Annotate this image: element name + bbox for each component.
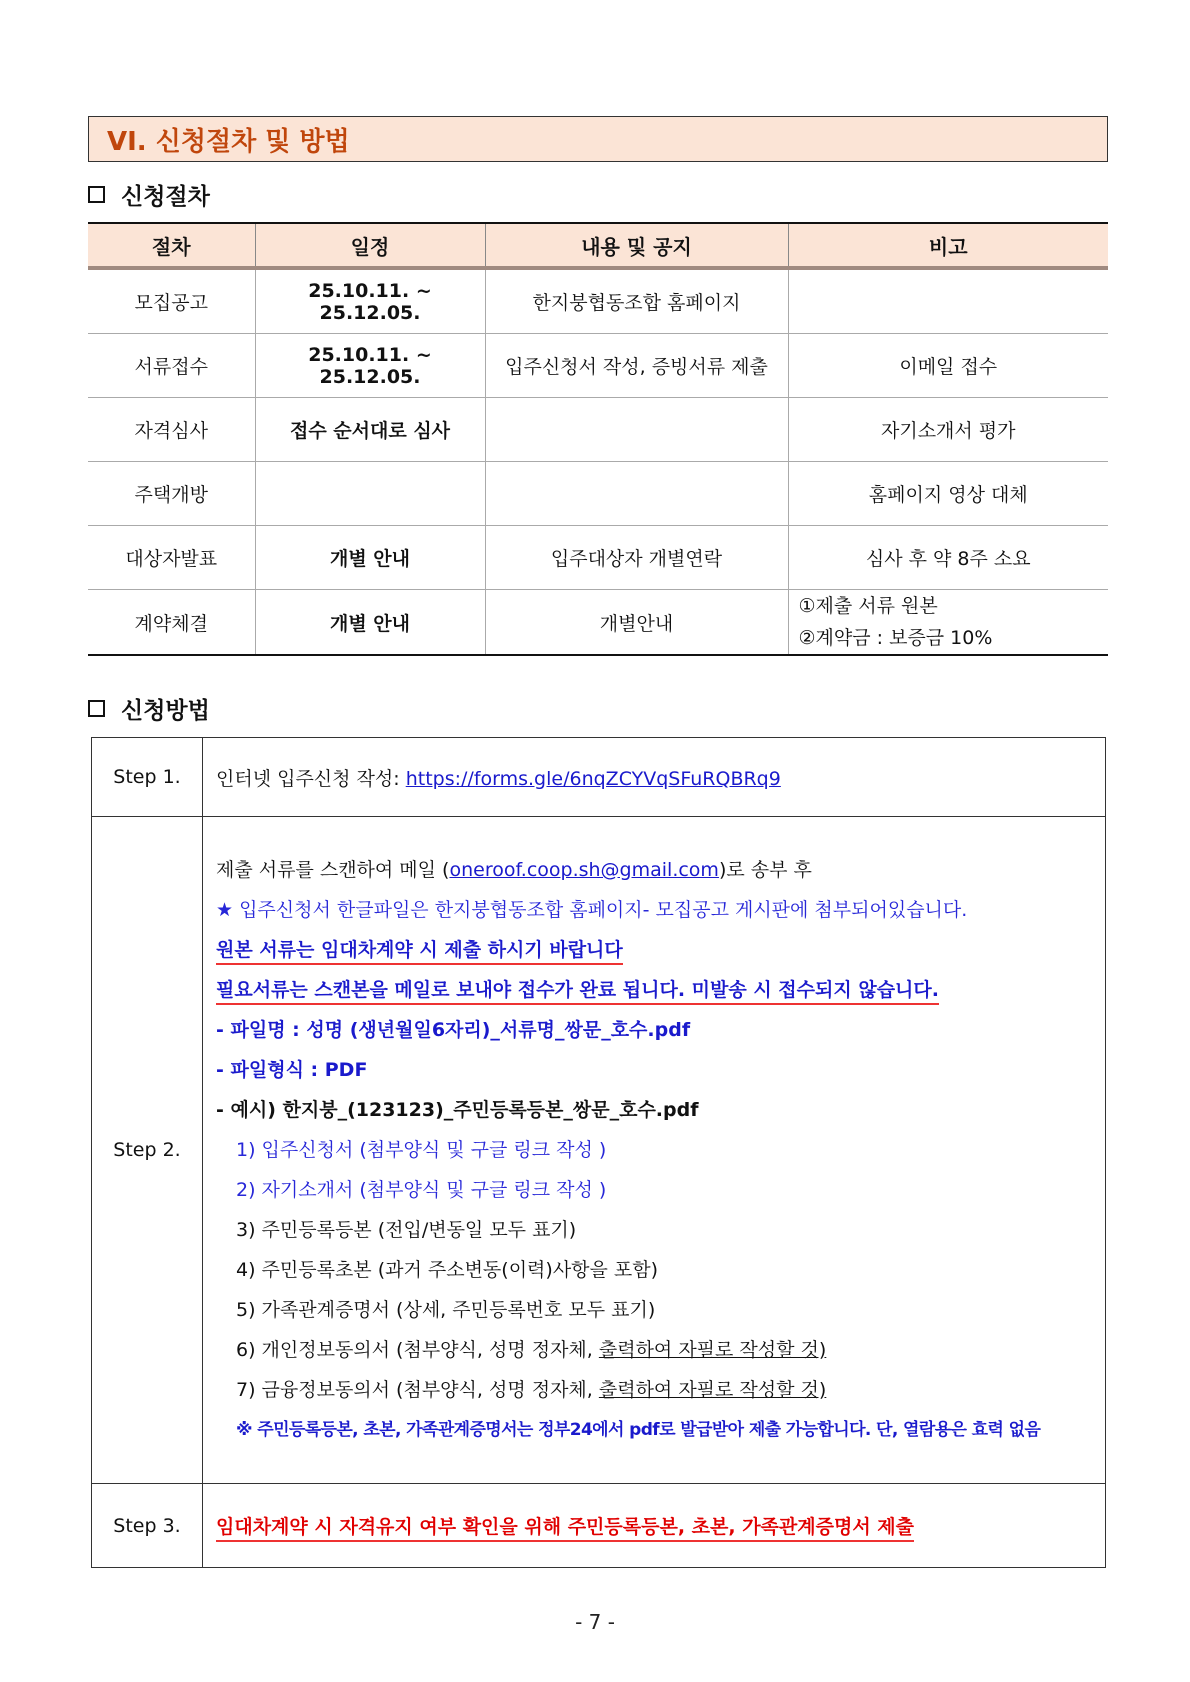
step-cell: 모집공고	[88, 268, 255, 334]
scan-note-line	[216, 970, 1104, 1010]
table-row	[88, 334, 1108, 398]
content-cell	[485, 398, 788, 462]
schedule-cell: 25.10.11. ~ 25.12.05.	[255, 334, 485, 398]
step1-row	[92, 738, 1106, 817]
table-row	[88, 526, 1108, 590]
step-cell: 자격심사	[88, 398, 255, 462]
doc-item: 5) 가족관계증명서 (상세, 주민등록번호 모두 표기)	[236, 1299, 656, 1321]
example-line: - 예시) 한지붕_(123123)_주민등록등본_쌍문_호수.pdf	[216, 1099, 699, 1121]
content-cell: 입주대상자 개별연락	[485, 526, 788, 590]
doc-text-underlined: 출력하여 자필로 작성할 것)	[598, 1379, 827, 1401]
email-link[interactable]: oneroof.coop.sh@gmail.com	[449, 859, 719, 881]
step3-text: 임대차계약 시 자격유지 여부 확인을 위해 주민등록등본, 초본, 가족관계증명서 제출	[216, 1516, 914, 1542]
step1-label: Step 1.	[92, 738, 203, 817]
col-header: 일정	[255, 223, 485, 268]
table-row	[88, 590, 1108, 656]
section-title: VI. 신청절차 및 방법	[88, 116, 1108, 162]
method-table	[91, 737, 1106, 1568]
col-header: 비고	[788, 223, 1108, 268]
form-link[interactable]: https://forms.gle/6nqZCYVqSFuRQBRq9	[405, 767, 781, 790]
content-cell: 입주신청서 작성, 증빙서류 제출	[485, 334, 788, 398]
intro-text: )로 송부 후	[718, 859, 812, 881]
doc-item: 2) 자기소개서 (첨부양식 및 구글 링크 작성 )	[236, 1179, 607, 1201]
note-cell	[788, 268, 1108, 334]
content-cell: 개별안내	[485, 590, 788, 656]
original-note-line	[216, 930, 1104, 970]
doc-text: 7) 금융정보동의서 (첨부양식, 성명 정자체,	[236, 1379, 599, 1401]
footnote: ※ 주민등록등본, 초본, 가족관계증명서는 정부24에서 pdf로 발급받아 제출 가능합니다. 단, 열람용은 효력 없음	[236, 1420, 1041, 1440]
note-line: ①제출 서류 원본	[798, 595, 938, 617]
table-row	[88, 268, 1108, 334]
note-cell: 홈페이지 영상 대체	[788, 462, 1108, 526]
step2-row	[92, 817, 1106, 1484]
step3-label: Step 3.	[92, 1484, 203, 1568]
content-cell: 한지붕협동조합 홈페이지	[485, 268, 788, 334]
content-cell	[485, 462, 788, 526]
step1-content	[203, 738, 1106, 817]
checkbox-icon	[88, 186, 105, 203]
schedule-cell: 개별 안내	[255, 526, 485, 590]
table-row	[88, 398, 1108, 462]
schedule-cell	[255, 462, 485, 526]
doc-item: 3) 주민등록등본 (전입/변동일 모두 표기)	[236, 1219, 577, 1241]
intro-line	[216, 850, 1104, 890]
note-cell: 심사 후 약 8주 소요	[788, 526, 1108, 590]
step-cell: 계약체결	[88, 590, 255, 656]
original-note: 원본 서류는 임대차계약 시 제출 하시기 바랍니다	[216, 939, 623, 965]
doc-text-underlined: 출력하여 자필로 작성할 것)	[598, 1339, 827, 1361]
step-cell: 주택개방	[88, 462, 255, 526]
schedule-cell: 접수 순서대로 심사	[255, 398, 485, 462]
page-number: - 7 -	[575, 1610, 615, 1634]
doc-text: 6) 개인정보동의서 (첨부양식, 성명 정자체,	[236, 1339, 599, 1361]
note-cell	[788, 590, 1108, 656]
method-heading-text: 신청방법	[121, 698, 210, 724]
col-header: 절차	[88, 223, 255, 268]
schedule-cell: 25.10.11. ~ 25.12.05.	[255, 268, 485, 334]
step2-content	[203, 817, 1106, 1484]
procedure-header-row	[88, 223, 1108, 268]
procedure-table	[88, 222, 1108, 656]
note-cell: 자기소개서 평가	[788, 398, 1108, 462]
intro-text: 제출 서류를 스캔하여 메일 (	[216, 859, 450, 881]
checkbox-icon	[88, 700, 105, 717]
star-note: ★ 입주신청서 한글파일은 한지붕협동조합 홈페이지- 모집공고 게시판에 첨부되어있습니다.	[216, 899, 968, 921]
doc-item: 4) 주민등록초본 (과거 주소변동(이력)사항을 포함)	[236, 1259, 659, 1281]
note-line: ②계약금 : 보증금 10%	[798, 627, 993, 649]
doc-item	[216, 1370, 1104, 1410]
filename-rule: - 파일명 : 성명 (생년월일6자리)_서류명_쌍문_호수.pdf	[216, 1019, 691, 1041]
format-rule: - 파일형식 : PDF	[216, 1059, 368, 1081]
procedure-heading	[88, 178, 210, 211]
step-cell: 서류접수	[88, 334, 255, 398]
step-cell: 대상자발표	[88, 526, 255, 590]
scan-note: 필요서류는 스캔본을 메일로 보내야 접수가 완료 됩니다. 미발송 시 접수되지 않습니다.	[216, 979, 939, 1005]
step2-label: Step 2.	[92, 817, 203, 1484]
procedure-heading-text: 신청절차	[121, 184, 210, 210]
note-cell: 이메일 접수	[788, 334, 1108, 398]
doc-item: 1) 입주신청서 (첨부양식 및 구글 링크 작성 )	[236, 1139, 607, 1161]
step3-row	[92, 1484, 1106, 1568]
doc-item	[216, 1330, 1104, 1370]
step3-content	[203, 1484, 1106, 1568]
schedule-cell: 개별 안내	[255, 590, 485, 656]
table-row	[88, 462, 1108, 526]
col-header: 내용 및 공지	[485, 223, 788, 268]
step1-text: 인터넷 입주신청 작성:	[216, 767, 406, 790]
method-heading	[88, 692, 210, 725]
